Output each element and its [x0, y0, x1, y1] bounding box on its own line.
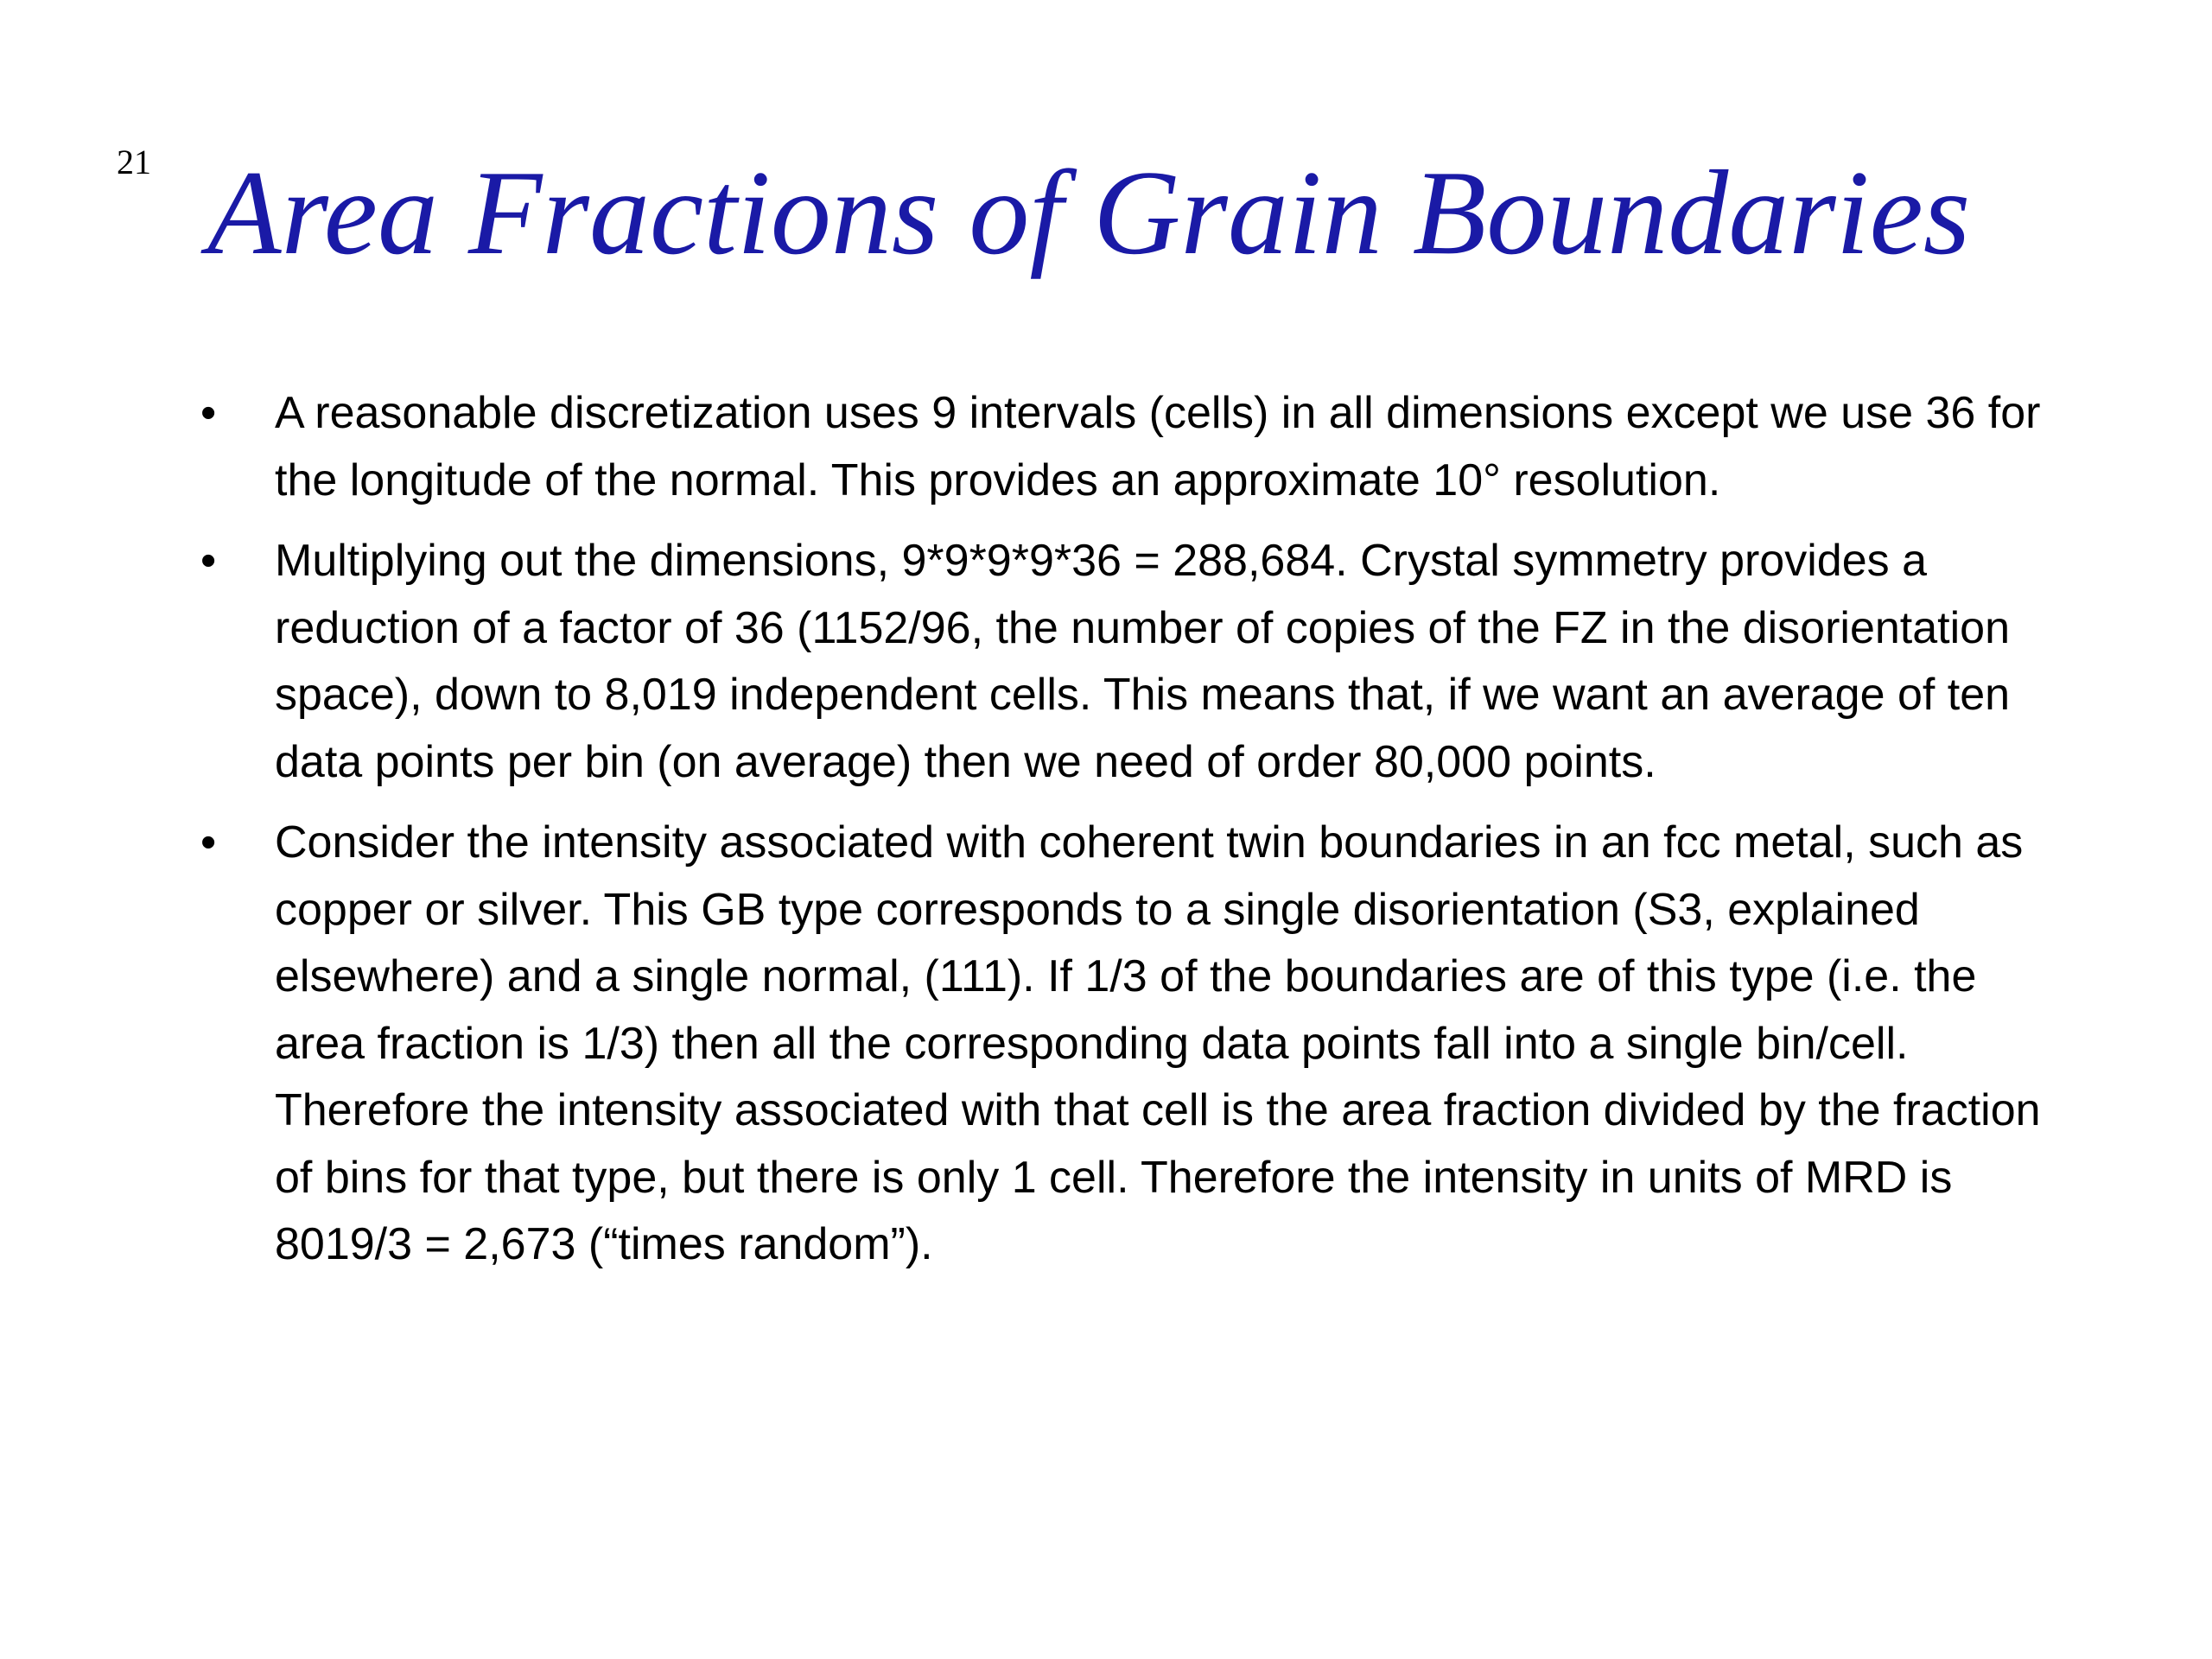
bullet-list: [173, 380, 2074, 1293]
bullet-icon: •: [200, 388, 217, 438]
slide-title: Area Fractions of Grain Boundaries: [207, 146, 1971, 280]
bullet-item-dimensions: [173, 528, 2074, 796]
bullet-text: A reasonable discretization uses 9 intervals (cells) in all dimensions except we use 36 for the longitude of the normal. This provides an approximate 10° resolution.: [275, 388, 2041, 505]
bullet-item-discretization: [173, 380, 2074, 514]
bullet-text: Consider the intensity associated with coherent twin boundaries in an fcc metal, such as copper or silver. This GB type corresponds to a single disorientation (S3, explained elsewhere) and a single normal, (111). If 1/3 of the boundaries are of this type (i.e. the area fraction is 1/3) then all the corresponding data points fall into a single bin/cell. Therefore the intensity associated with that cell is the area fraction divided by the fraction of bins for that type, but there is only 1 cell. Therefore the intensity in units of MRD is 8019/3 = 2,673 (“times random”).: [275, 817, 2041, 1269]
bullet-item-twin-intensity: [173, 810, 2074, 1279]
bullet-icon: •: [200, 817, 217, 868]
slide-number: 21: [117, 143, 151, 181]
bullet-icon: •: [200, 536, 217, 586]
bullet-text: Multiplying out the dimensions, 9*9*9*9*36 = 288,684. Crystal symmetry provides a reduction of a factor of 36 (1152/96, the number of copies of the FZ in the disorientation space), down to 8,019 independent cells. This means that, if we want an average of ten data points per bin (on average) then we need of order 80,000 points.: [275, 536, 2011, 787]
